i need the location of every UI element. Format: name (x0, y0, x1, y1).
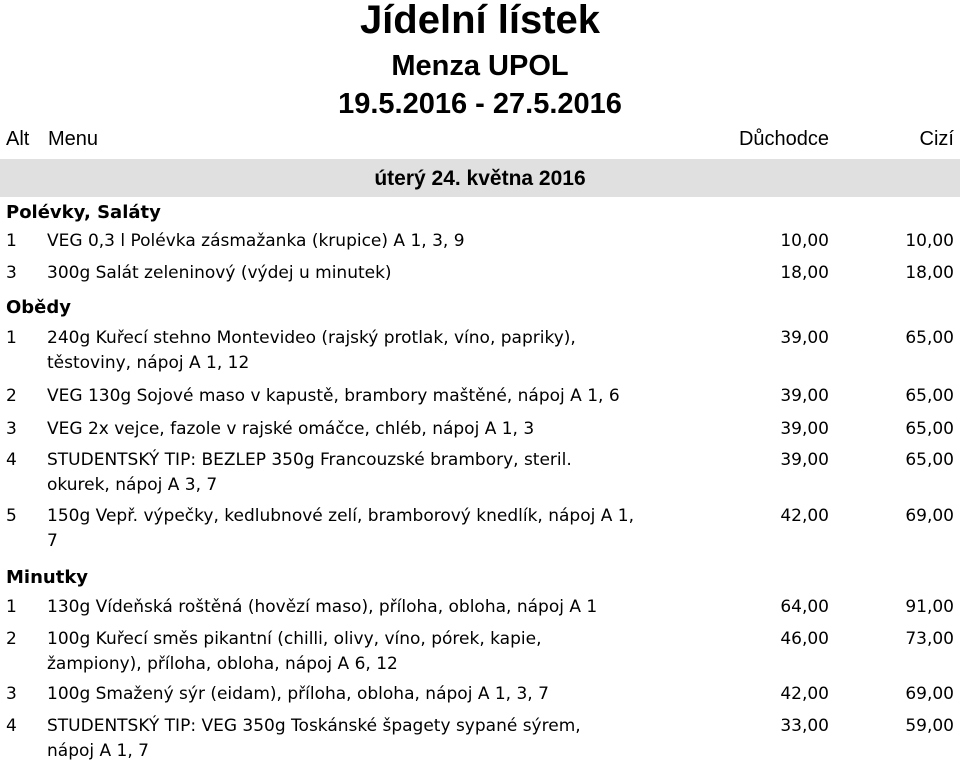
item-line: okurek, nápoj A 3, 7 (47, 475, 218, 495)
item-number: 3 (6, 419, 17, 439)
item-line: VEG 2x vejce, fazole v rajské omáčce, chléb, nápoj A 1, 3 (47, 419, 535, 439)
price-foreign: 69,00 (905, 684, 954, 704)
item-description (47, 261, 707, 286)
price-senior: 39,00 (780, 328, 829, 348)
item-number: 1 (6, 597, 17, 617)
date-range: 19.5.2016 - 27.5.2016 (338, 88, 622, 120)
price-senior: 39,00 (780, 386, 829, 406)
item-description (47, 627, 707, 677)
header-alt: Alt (6, 128, 30, 150)
price-foreign: 65,00 (905, 386, 954, 406)
item-line: 100g Smažený sýr (eidam), příloha, obloha, nápoj A 1, 3, 7 (47, 684, 549, 704)
price-foreign: 65,00 (905, 419, 954, 439)
item-line: nápoj A 1, 7 (47, 741, 149, 761)
item-line: STUDENTSKÝ TIP: BEZLEP 350g Francouzské brambory, steril. (47, 450, 572, 470)
item-line: 100g Kuřecí směs pikantní (chilli, olivy, víno, pórek, kapie, (47, 629, 542, 649)
item-description (47, 682, 707, 707)
page-subtitle: Menza UPOL (391, 50, 569, 82)
price-senior: 42,00 (780, 506, 829, 526)
item-line: 7 (47, 531, 58, 551)
item-description (47, 595, 707, 620)
item-line: VEG 130g Sojové maso v kapustě, brambory maštěné, nápoj A 1, 6 (47, 386, 620, 406)
item-line: 240g Kuřecí stehno Montevideo (rajský protlak, víno, papriky), (47, 328, 576, 348)
item-line: 150g Vepř. výpečky, kedlubnové zelí, bramborový knedlík, nápoj A 1, (47, 506, 634, 526)
day-heading: úterý 24. května 2016 (0, 159, 960, 197)
price-foreign: 18,00 (905, 263, 954, 283)
item-number: 5 (6, 506, 17, 526)
item-number: 1 (6, 328, 17, 348)
item-description (47, 326, 707, 376)
item-number: 2 (6, 629, 17, 649)
item-line: žampiony), příloha, obloha, nápoj A 6, 12 (47, 654, 398, 674)
item-line: VEG 0,3 l Polévka zásmažanka (krupice) A 1, 3, 9 (47, 231, 465, 251)
price-senior: 64,00 (780, 597, 829, 617)
item-line: 300g Salát zeleninový (výdej u minutek) (47, 263, 392, 283)
price-senior: 39,00 (780, 419, 829, 439)
price-foreign: 65,00 (905, 328, 954, 348)
item-number: 3 (6, 684, 17, 704)
item-description (47, 229, 707, 254)
price-senior: 39,00 (780, 450, 829, 470)
price-foreign: 73,00 (905, 629, 954, 649)
section-title-minutky: Minutky (6, 567, 89, 588)
item-line: 130g Vídeňská roštěná (hovězí maso), příloha, obloha, nápoj A 1 (47, 597, 598, 617)
item-description (47, 417, 707, 442)
item-line: těstoviny, nápoj A 1, 12 (47, 353, 250, 373)
price-foreign: 69,00 (905, 506, 954, 526)
header-menu: Menu (48, 128, 99, 150)
item-number: 4 (6, 450, 17, 470)
column-header (0, 119, 960, 159)
price-senior: 10,00 (780, 231, 829, 251)
item-description (47, 448, 707, 498)
item-number: 1 (6, 231, 17, 251)
item-number: 2 (6, 386, 17, 406)
price-foreign: 59,00 (905, 716, 954, 736)
price-senior: 42,00 (780, 684, 829, 704)
header-foreign-price: Cizí (919, 128, 954, 150)
price-senior: 33,00 (780, 716, 829, 736)
item-description (47, 384, 707, 409)
price-foreign: 10,00 (905, 231, 954, 251)
page-title: Jídelní lístek (359, 0, 601, 42)
item-description (47, 504, 707, 554)
header-senior-price: Důchodce (738, 128, 829, 150)
price-foreign: 65,00 (905, 450, 954, 470)
item-line: STUDENTSKÝ TIP: VEG 350g Toskánské špagety sypané sýrem, (47, 716, 581, 736)
price-senior: 46,00 (780, 629, 829, 649)
price-senior: 18,00 (780, 263, 829, 283)
item-number: 4 (6, 716, 17, 736)
item-number: 3 (6, 263, 17, 283)
item-description (47, 714, 707, 764)
section-title-lunches: Obědy (6, 297, 72, 318)
price-foreign: 91,00 (905, 597, 954, 617)
section-title-soups: Polévky, Saláty (6, 202, 161, 223)
